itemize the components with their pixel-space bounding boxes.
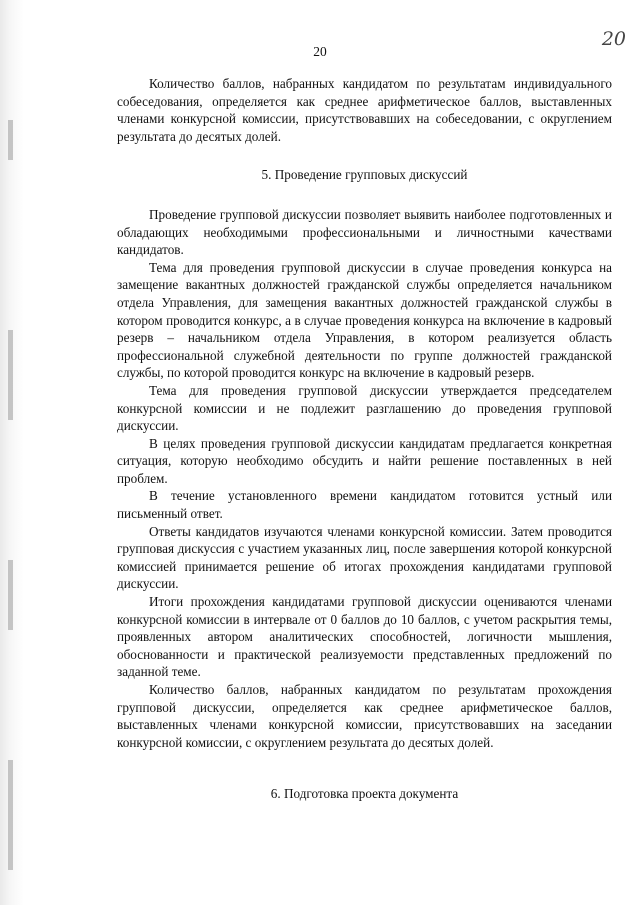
paragraph: Тема для проведения групповой дискуссии утверждается председателем конкурсной комиссии и не подлежит разглашению до проведения групповой дискуссии. bbox=[117, 382, 612, 434]
document-body bbox=[117, 75, 612, 803]
scan-speck bbox=[8, 560, 13, 630]
paragraph: Ответы кандидатов изучаются членами конкурсной комиссии. Затем проводится групповая дискуссия с участием указанных лиц, после завершения которой конкурсной комиссией принимается решение об итогах прохождения кандидатами групповой дискуссии. bbox=[117, 523, 612, 592]
scan-speck bbox=[8, 760, 13, 870]
section-heading: 6. Подготовка проекта документа bbox=[270, 786, 459, 802]
scan-speck bbox=[8, 330, 13, 420]
scan-edge-shadow bbox=[0, 0, 24, 905]
paragraph: Количество баллов, набранных кандидатом по результатам прохождения групповой дискуссии, определяется как среднее арифметическое баллов, выставленных членами конкурсной комиссии, присутствовавших на заседании конкурсной комиссии, с округлением результата до десятых долей. bbox=[117, 682, 612, 750]
paragraph: Проведение групповой дискуссии позволяет выявить наиболее подготовленных и обладающих необходимыми профессиональными и личностными качествами кандидатов. bbox=[117, 206, 612, 258]
paragraph: В течение установленного времени кандидатом готовится устный или письменный ответ. bbox=[117, 488, 612, 522]
page-number: 20 bbox=[313, 44, 327, 59]
paragraph: Количество баллов, набранных кандидатом по результатам индивидуального собеседования, определяется как среднее арифметическое баллов, выставленных членами конкурсной комиссии, присутствовавших на собеседовании, с округлением результата до десятых долей. bbox=[117, 76, 612, 144]
handwritten-page-number: 20 bbox=[601, 28, 626, 50]
paragraph: В целях проведения групповой дискуссии кандидатам предлагается конкретная ситуация, которую необходимо обсудить и найти решение поставленных в ней проблем. bbox=[117, 435, 612, 486]
paragraph: Итоги прохождения кандидатами групповой дискуссии оцениваются членами конкурсной комиссии в интервале от 0 баллов до 10 баллов, с учетом раскрытия темы, проявленных автором аналитических способностей, логичности мышления, обоснованности и практической реализуемости представленных предложений по заданной теме. bbox=[117, 594, 612, 680]
paragraph: Тема для проведения групповой дискуссии в случае проведения конкурса на замещение вакантных должностей гражданской службы определяется начальником отдела Управления, для замещения вакантных должностей гражданской службы в котором проводится конкурс, а в случае проведения конкурса на включение в кадровый резерв – начальником отдела Управления, в котором реализуется область профессиональной служебной деятельности по группе должностей гражданской службы, по которой проводится конкурс на включение в кадровый резерв. bbox=[117, 259, 612, 381]
scan-speck bbox=[8, 120, 13, 160]
section-heading: 5. Проведение групповых дискуссий bbox=[261, 167, 468, 183]
